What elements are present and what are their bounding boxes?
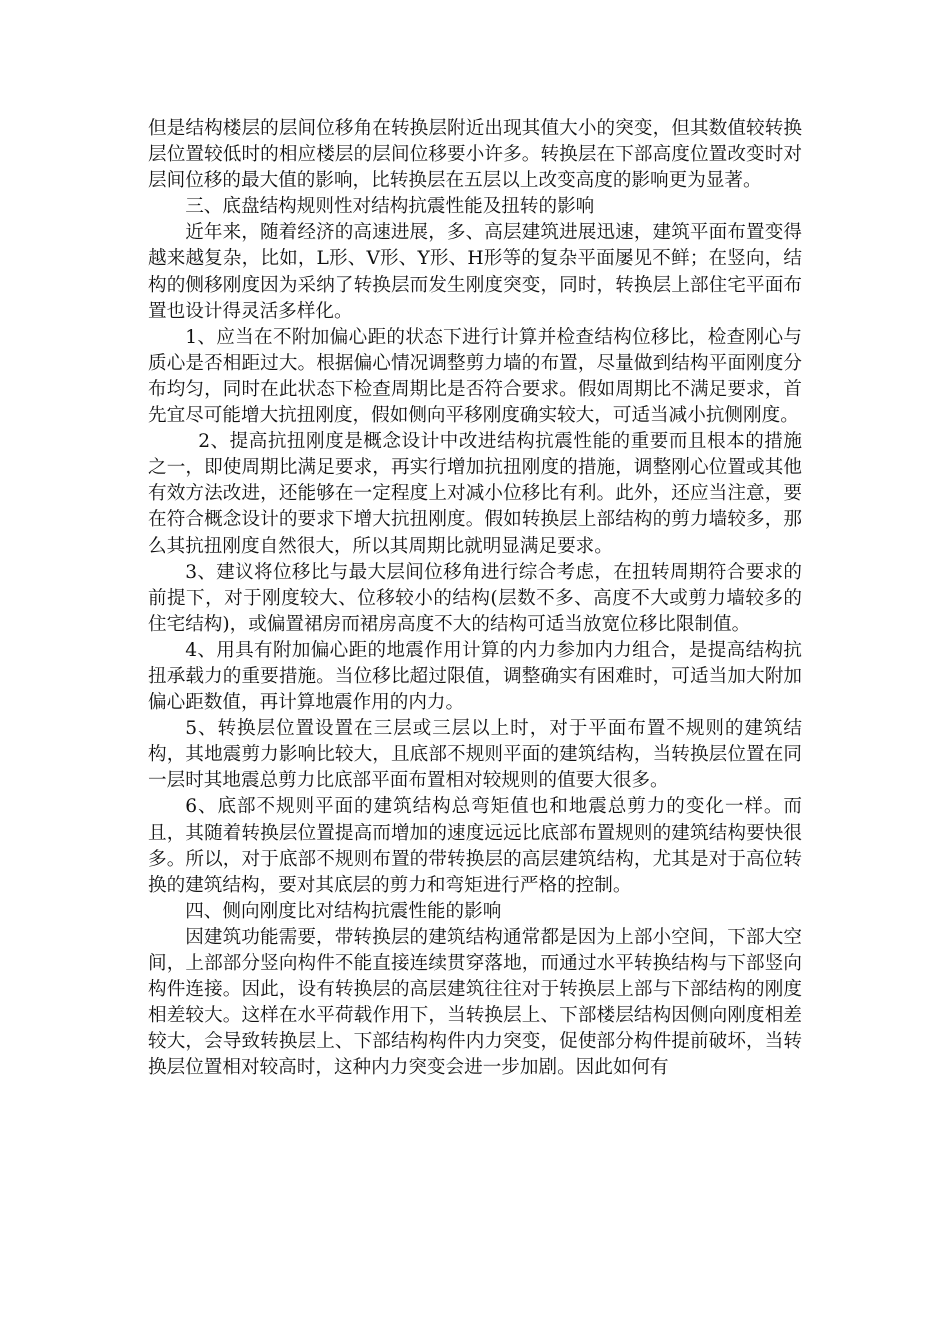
section-heading-3: 三、底盘结构规则性对结构抗震性能及扭转的影响 <box>185 196 595 218</box>
body-text <box>148 116 802 1081</box>
list-item-2: 2、提高抗扭刚度是概念设计中改进结构抗震性能的重要而且根本的措施之一，即使周期比满足要求，再实行增加抗扭刚度的措施，调整刚心位置或其他有效方法改进，还能够在一定程度上对减小位移比有利。此外，还应当注意，要在符合概念设计的要求下增大抗扭刚度。假如转换层上部结构的剪力墙较多，那么其抗扭刚度自然很大，所以其周期比就明显满足要求。 <box>148 431 802 557</box>
list-item-5: 5、转换层位置设置在三层或三层以上时，对于平面布置不规则的建筑结构，其地震剪力影响比较大，且底部不规则平面的建筑结构，当转换层位置在同一层时其地震总剪力比底部平面布置相对较规则的值要大很多。 <box>148 718 802 792</box>
list-item-3: 3、建议将位移比与最大层间位移角进行综合考虑，在扭转周期符合要求的前提下，对于刚度较大、位移较小的结构(层数不多、高度不大或剪力墙较多的住宅结构)，或偏置裙房而裙房高度不大的结构可适当放宽位移比限制值。 <box>148 561 802 635</box>
paragraph-continuation: 但是结构楼层的层间位移角在转换层附近出现其值大小的突变，但其数值较转换层位置较低时的相应楼层的层间位移要小许多。转换层在下部高度位置改变时对层间位移的最大值的影响，比转换层在五层以上改变高度的影响更为显著。 <box>148 118 802 192</box>
list-item-1: 1、应当在不附加偏心距的状态下进行计算并检查结构位移比，检查刚心与质心是否相距过大。根据偏心情况调整剪力墙的布置，尽量做到结构平面刚度分布均匀，同时在此状态下检查周期比是否符合要求。假如周期比不满足要求，首先宜尽可能增大抗扭刚度，假如侧向平移刚度确实较大，可适当减小抗侧刚度。 <box>148 326 802 427</box>
paragraph: 近年来，随着经济的高速进展，多、高层建筑进展迅速，建筑平面布置变得越来越复杂，比如，L形、V形、Y形、H形等的复杂平面屡见不鲜；在竖向，结构的侧移刚度因为采纳了转换层而发生刚度突变，同时，转换层上部住宅平面布置也设计得灵活多样化。 <box>148 222 802 322</box>
paragraph: 因建筑功能需要，带转换层的建筑结构通常都是因为上部小空间，下部大空间，上部部分竖向构件不能直接连续贯穿落地，而通过水平转换结构与下部竖向构件连接。因此，设有转换层的高层建筑往往对于转换层上部与下部结构的刚度相差较大。这样在水平荷载作用下，当转换层上、下部楼层结构因侧向刚度相差较大，会导致转换层上、下部结构构件内力突变，促使部分构件提前破坏，当转换层位置相对较高时，这种内力突变会进一步加剧。因此如何有 <box>148 926 802 1079</box>
list-item-6: 6、底部不规则平面的建筑结构总弯矩值也和地震总剪力的变化一样。而且，其随着转换层位置提高而增加的速度远远比底部布置规则的建筑结构要快很多。所以，对于底部不规则布置的带转换层的高层建筑结构，尤其是对于高位转换的建筑结构，要对其底层的剪力和弯矩进行严格的控制。 <box>148 796 802 896</box>
list-item-4: 4、用具有附加偏心距的地震作用计算的内力参加内力组合，是提高结构抗扭承载力的重要措施。当位移比超过限值，调整确实有困难时，可适当加大附加偏心距数值，再计算地震作用的内力。 <box>148 639 802 714</box>
section-heading-4: 四、侧向刚度比对结构抗震性能的影响 <box>185 900 502 922</box>
